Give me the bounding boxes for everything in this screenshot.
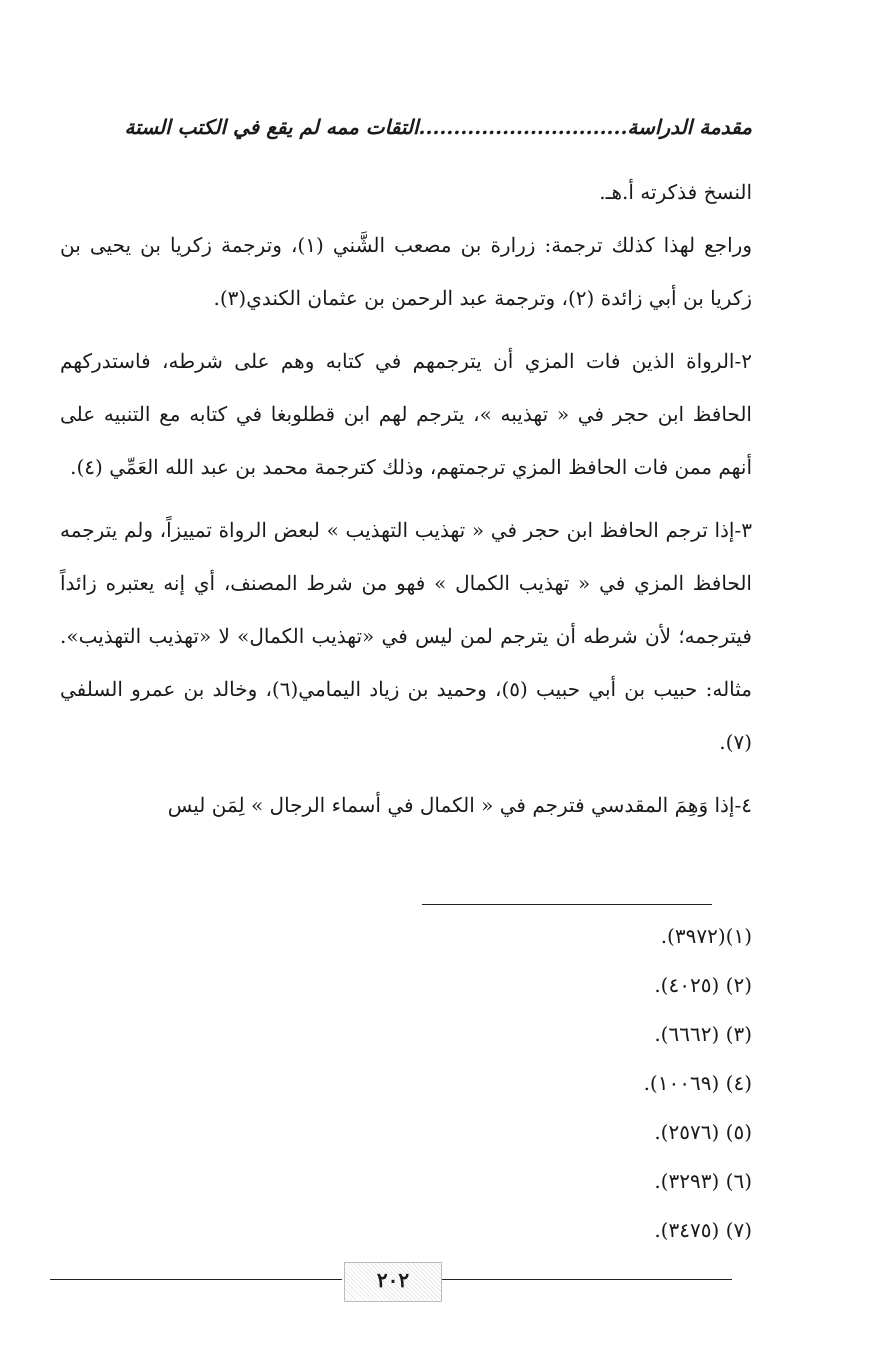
page-number: ٢٠٢: [344, 1262, 442, 1302]
footnote: (٤) (١٠٠٦٩).: [643, 1071, 752, 1095]
paragraph: ٤-إذا وَهِمَ المقدسي فترجم في « الكمال في أسماء الرجال » لِمَن ليس: [167, 793, 752, 817]
footnote: (٥) (٢٥٧٦).: [654, 1120, 752, 1144]
main-text: [60, 166, 752, 832]
footnote: (٦) (٣٢٩٣).: [654, 1169, 752, 1193]
paragraph: ٣-إذا ترجم الحافظ ابن حجر في « تهذيب التهذيب » لبعض الرواة تمييزاً، ولم يترجمه الحافظ المزي في « تهذيب الكمال » فهو من شرط المصنف، أي إنه يعتبره زائداً فيترجمه؛ لأن شرطه أن يترجم لمن ليس في «تهذيب الكمال» لا «تهذيب التهذيب». مثاله: حبيب بن أبي حبيب (٥)، وحميد بن زياد اليمامي(٦)، وخالد بن عمرو السلفي (٧).: [60, 518, 752, 754]
footnote: (٢) (٤٠٢٥).: [654, 973, 752, 997]
footnote-divider: [422, 904, 712, 905]
running-header: مقدمة الدراسة..............................التقات ممه لم يقع في الكتب الستة: [124, 115, 752, 139]
footnote: (٣) (٦٦٦٢).: [654, 1022, 752, 1046]
paragraph: النسخ فذكرته أ.هـ.: [599, 180, 752, 204]
paragraph: وراجع لهذا كذلك ترجمة: زرارة بن مصعب الشَّني (١)، وترجمة زكريا بن يحيى بن زكريا بن أبي زائدة (٢)، وترجمة عبد الرحمن بن عثمان الكندي(٣).: [60, 233, 753, 310]
footer-rule-right: [442, 1279, 732, 1280]
footer-rule-left: [50, 1279, 342, 1280]
paragraph: ٢-الرواة الذين فات المزي أن يترجمهم في كتابه وهم على شرطه، فاستدركهم الحافظ ابن حجر في « تهذيبه »، يترجم لهم ابن قطلوبغا في كتابه مع التنبيه على أنهم ممن فات الحافظ المزي ترجمتهم، وذلك كترجمة محمد بن عبد الله العَمِّي (٤).: [60, 349, 752, 479]
footnote: (١)(٣٩٧٢).: [660, 924, 752, 948]
footnote: (٧) (٣٤٧٥).: [654, 1218, 752, 1242]
footnotes-list: [60, 912, 752, 1255]
